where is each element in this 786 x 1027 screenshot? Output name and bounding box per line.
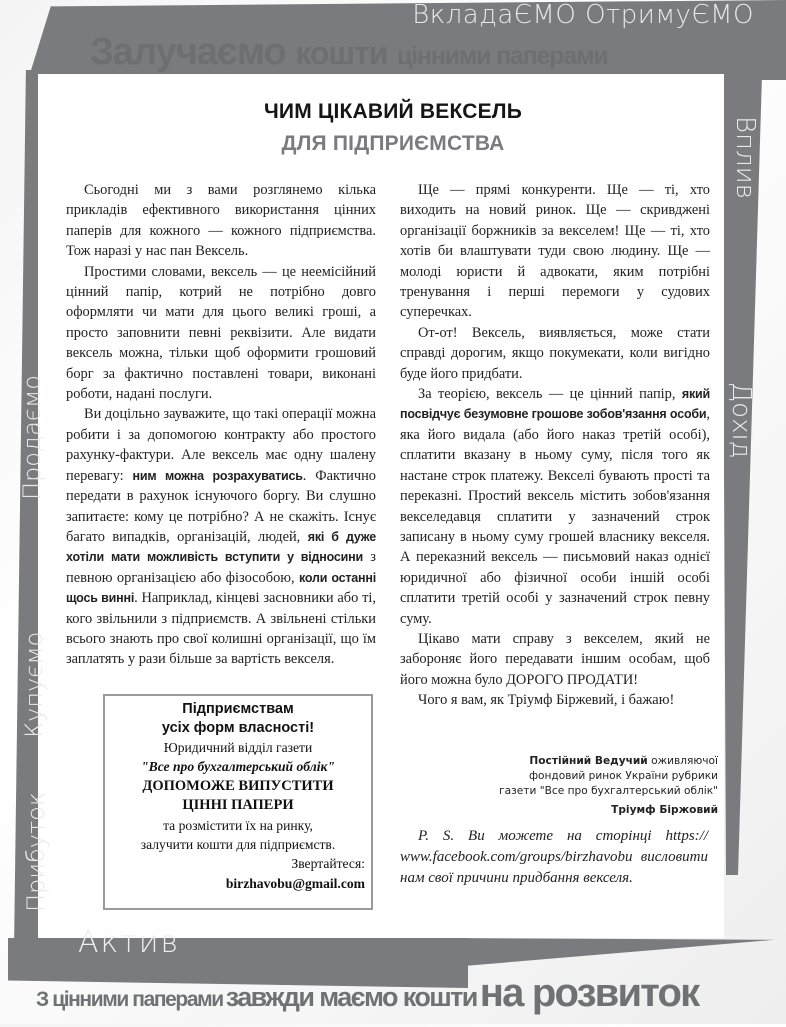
signature-line1	[430, 754, 718, 769]
left-word-kupuemo: Купуємо	[20, 631, 48, 738]
col2-paragraph-2: От-от! Вексель, виявляється, може стати справді дорогим, якщо покумекати, коли вигідно буде його придбати.	[400, 324, 710, 382]
promo-heading-line2: усіх форм власності!	[161, 720, 315, 736]
col1-p3-text-a: Ви доцільно зауважите, що такі операції можна робити і за допомогою контракту або простого рахунку-фактури. Але вексель має одну шалену перевагу:	[66, 406, 376, 484]
col1-p3-text-b: . Фактично передати в рахунок існуючого боргу. Ви слушно запитаєте: кому це потрібно? А не скажіть. Існує багато випадків, організацій, людей,	[66, 467, 376, 545]
signature-role: Постійний Ведучий	[529, 755, 648, 767]
col1-p3-text-d: . Наприклад, кінцеві засновники або ті, кого звільнили з підприємств. А звільнені стільки всього знають про свої колишні організації, що їм заплатять у рази більше за вартість векселя.	[66, 590, 376, 668]
promo-contact-label: Звертайтеся:	[291, 856, 365, 872]
article-title-line1: ЧИМ ЦІКАВИЙ ВЕКСЕЛЬ	[263, 100, 523, 123]
col1-paragraph-2: Простими словами, вексель — це неемісійний цінний папір, котрий не потрібно довго оформляти чи мати для цього великі гроші, а просто заповнити певні реквізити. Але видати вексель можна, тільки щоб оформити грошовий борг за фактично поставлені товари, виконані роботи, надані послуги.	[66, 263, 376, 403]
col2-p3-text-a: За теорією, вексель — це цінний папір,	[418, 386, 682, 403]
col1-paragraph-1: Сьогодні ми з вами розглянемо кілька прикладів ефективного використання цінних паперів для кожного — кожного підприємства. Тож наразі у нас пан Вексель.	[66, 182, 376, 260]
article-title-line2: ДЛЯ ПІДПРИЄМСТВА	[281, 132, 505, 155]
bottom-headline-part3: на розвиток	[479, 971, 699, 1015]
left-word-prybutok: Прибуток	[22, 791, 50, 912]
promo-line2: та розмістити їх на ринку,	[163, 817, 313, 833]
col2-paragraph-5: Чого я вам, як Тріумф Біржевий, і бажаю!	[418, 692, 675, 709]
left-word-prodaemo: Продаємо	[18, 375, 46, 500]
bottom-grey-wedge	[440, 938, 775, 968]
postscript	[400, 826, 708, 889]
col2-paragraph-1: Ще — прямі конкуренти. Ще — ті, хто виходить на новий ринок. Ще — скривджені організації боржників за векселем! Ще — ті, хто хотів би влаштувати туди свою людину. Ще — молоді юристи й адвокати, яким потрібні тренування і перші перемоги у судових суперечках.	[400, 182, 710, 321]
signature-line3: газети "Все про бухгалтерський облік"	[499, 785, 718, 797]
promo-newspaper: "Все про бухгалтерський облік"	[141, 759, 335, 775]
col1-highlight-3: коли останні щось винні	[66, 570, 376, 606]
bottom-headline-part2: завжди маємо кошти	[225, 982, 477, 1012]
bottom-headline	[36, 968, 736, 1027]
col2-paragraph-4: Цікаво мати справу з векселем, який не забороняє його передавати іншим особам, щоб його можна було ДОРОГО ПРОДАТИ!	[400, 630, 710, 688]
col2-p3-text-b: , яка його видала (або його наказ третій особі), сплатити вказану в ньому суму, після того як настане строк платежу. Векселі бувають прості та переказні. Простий вексель містить зобов'язання векселедавця сплатити у зазначений строк записану в ньому суму грошей власнику векселя. А переказний вексель — письмовий наказ однієї юридичної або фізичної особи іншій особі сплатити третій особі у зазначений строк певну суму.	[400, 406, 710, 627]
signature-line1-rest: оживляючої	[647, 755, 718, 767]
col1-highlight-2: які б дуже хотіли мати можливість вступити у відносини	[66, 529, 376, 565]
col1-highlight-1: ним можна розрахуватись	[132, 468, 303, 483]
col1-p3-text-c: з певною організацією або фізособою,	[66, 549, 376, 586]
promo-bold-line1: ДОПОМОЖЕ ВИПУСТИТИ	[142, 777, 334, 794]
top-headline-part2: кошти	[295, 35, 388, 71]
postscript-text: P. S. Ви можете на сторінці https:// www.facebook.com/groups/birzhavobu висловити нам свої причини придбання векселя.	[400, 828, 708, 886]
promo-email-link[interactable]: birzhavobu@gmail.com	[225, 875, 365, 891]
promo-bold-line2: ЦІННІ ПАПЕРИ	[182, 797, 294, 814]
signature-name: Тріумф Біржовий	[611, 804, 718, 816]
top-headline-part1: Залучаємо	[90, 31, 286, 73]
article-column-1	[66, 180, 376, 670]
signature-line2: фондовий ринок України рубрики	[528, 770, 718, 782]
col2-paragraph-3	[400, 384, 710, 629]
promo-line3: залучити кошти для підприємств.	[140, 837, 336, 853]
top-headline	[90, 30, 730, 78]
top-kicker: ВкладаЄМО ОтримуЄМО	[412, 0, 754, 30]
right-word-dokhid: Дохід	[726, 382, 756, 459]
promo-box	[103, 694, 373, 910]
col1-paragraph-3	[66, 404, 376, 669]
bottom-headline-part1: З цінними паперами	[36, 988, 223, 1011]
article-column-2	[400, 180, 710, 711]
promo-heading-line1: Підприємствам	[182, 701, 294, 717]
author-signature	[430, 754, 718, 818]
col2-highlight: який посвідчує безумовне грошове зобов'язання особи	[400, 387, 710, 422]
top-headline-part3: цінними паперами	[397, 42, 608, 70]
right-word-vplyv: Вплив	[730, 116, 760, 200]
bottom-kicker: Актив	[78, 925, 181, 960]
promo-line1: Юридичний відділ газети	[163, 740, 313, 755]
